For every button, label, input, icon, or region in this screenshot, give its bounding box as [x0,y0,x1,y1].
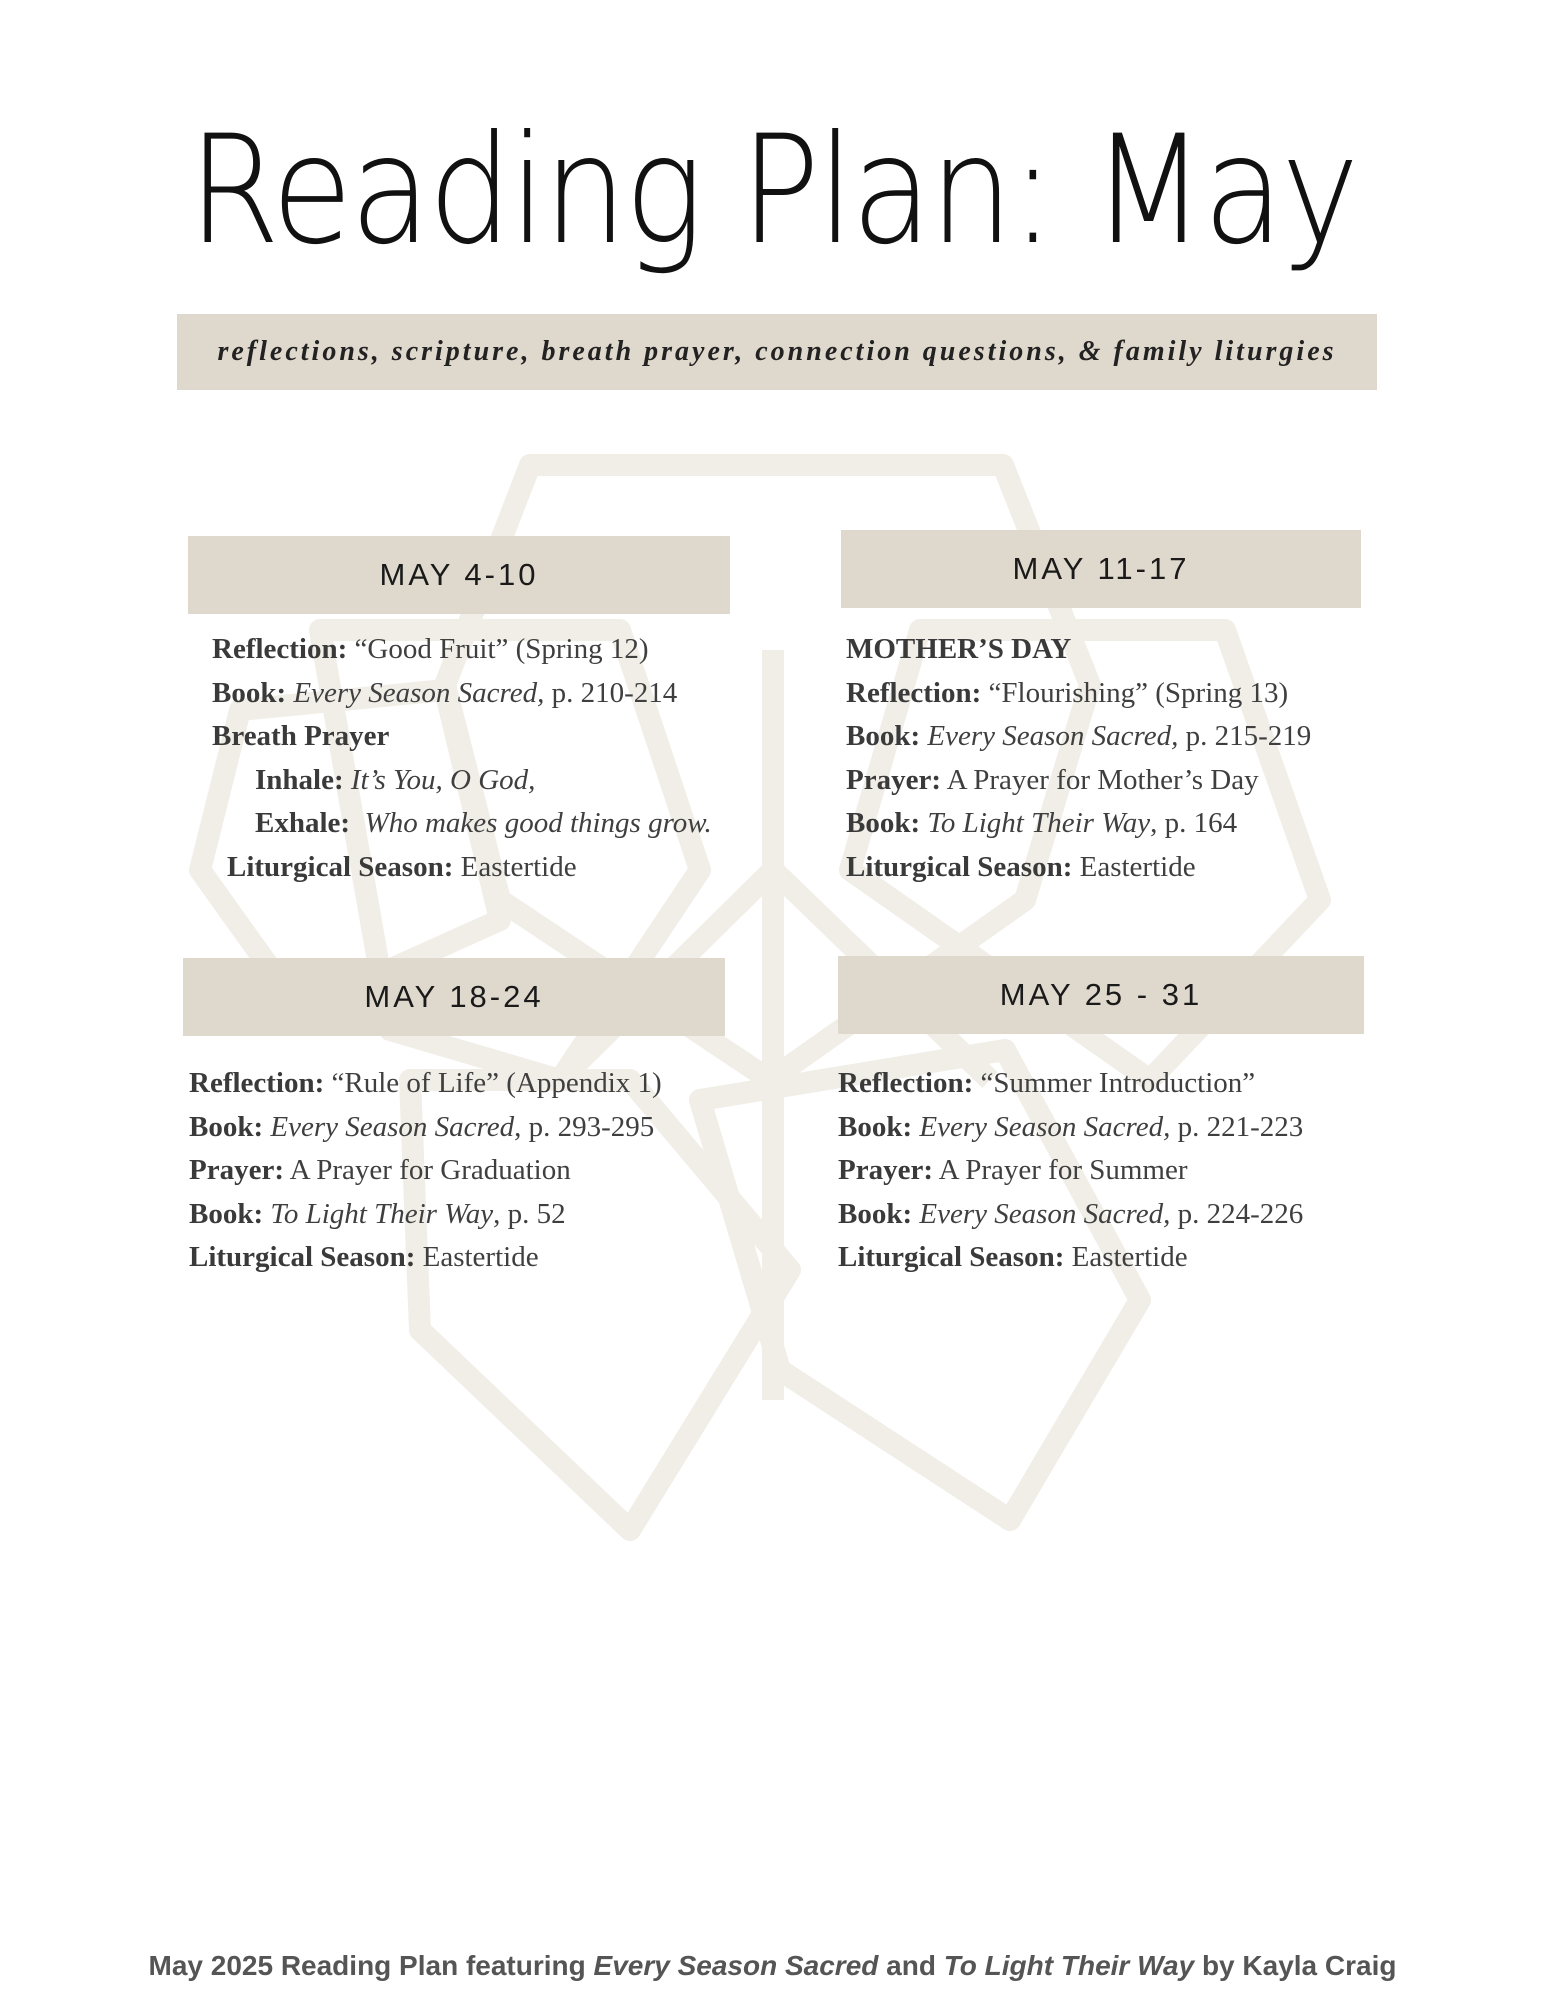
book-title: Every Season Sacred [270,1110,515,1143]
footer-prefix: May 2025 Reading Plan featuring [148,1950,594,1981]
inhale-label: Inhale: [255,763,344,796]
book2-label: Book: [189,1197,264,1230]
book-line [212,672,712,716]
season-value: Eastertide [422,1241,539,1273]
book2-label: Book: [846,807,921,839]
prayer-value: A Prayer for Mother’s Day [946,763,1259,796]
book-pages: , p. 293-295 [514,1110,655,1143]
prayer-label: Prayer: [838,1154,933,1186]
page-title: Reading Plan: May [188,104,1357,278]
breath-prayer-heading: Breath Prayer [212,720,390,752]
reflection-value: “Flourishing” (Spring 13) [988,676,1289,709]
season-line [846,846,1311,890]
prayer-line [838,1149,1303,1193]
book-label: Book: [846,720,921,752]
prayer-line [189,1149,662,1193]
book-title: Every Season Sacred, [927,720,1179,752]
book-pages: p. 221-223 [1170,1110,1304,1143]
footer-suffix: by Kayla Craig [1194,1950,1397,1981]
week-header-label: MAY 25 - 31 [999,977,1203,1012]
week-header-may-18-24 [183,958,725,1036]
book-pages: p. 215-219 [1178,720,1312,752]
inhale-text: It’s You, O God, [350,763,536,796]
prayer-label: Prayer: [846,763,941,796]
season-line [189,1236,662,1280]
book2-title: Every Season Sacred, [919,1197,1171,1230]
subtitle-banner [177,314,1377,390]
book-line [838,1106,1303,1150]
book2-line [838,1193,1303,1237]
reflection-line [189,1062,662,1106]
special-day-label: MOTHER’S DAY [846,633,1072,665]
season-value: Eastertide [1071,1241,1188,1273]
week-header-label: MAY 4-10 [379,557,539,592]
week-details-may-18-24 [189,1062,662,1280]
season-value: Eastertide [1079,850,1196,883]
footer-book2: To Light Their Way [943,1950,1195,1981]
exhale-label: Exhale: [255,807,351,839]
book2-line [846,802,1311,846]
book2-title: To Light Their Way [270,1197,494,1230]
prayer-label: Prayer: [189,1154,284,1186]
week-details-may-4-10 [212,628,712,889]
book-title: Every Season Sacred, [293,676,545,709]
season-line [838,1236,1303,1280]
reflection-line [846,672,1311,716]
season-line [212,846,712,890]
book-label: Book: [838,1110,913,1143]
page-footer [0,1950,1545,1982]
footer-book1: Every Season Sacred [593,1950,879,1981]
week-header-may-25-31 [838,956,1364,1034]
book2-line [189,1193,662,1237]
season-label: Liturgical Season: [189,1241,416,1273]
reflection-value: “Summer Introduction” [980,1067,1256,1099]
inhale-line [212,759,712,803]
prayer-line [846,759,1311,803]
week-header-label: MAY 18-24 [364,979,544,1014]
reflection-line [212,628,712,672]
book-label: Book: [212,676,287,709]
book2-label: Book: [838,1197,913,1230]
book2-pages: p. 224-226 [1170,1197,1304,1230]
book2-pages: , p. 164 [1150,807,1238,839]
reflection-line [838,1062,1303,1106]
prayer-value: A Prayer for Graduation [289,1154,571,1186]
book2-title: To Light Their Way [927,807,1151,839]
week-header-may-4-10 [188,536,730,614]
week-details-may-11-17 [846,628,1311,889]
prayer-value: A Prayer for Summer [938,1154,1188,1186]
week-header-may-11-17 [841,530,1361,608]
reflection-label: Reflection: [838,1067,974,1099]
reflection-value: “Good Fruit” (Spring 12) [354,633,649,665]
book-line [846,715,1311,759]
season-value: Eastertide [460,850,577,883]
footer-and: and [878,1950,944,1981]
season-label: Liturgical Season: [227,850,454,883]
book-label: Book: [189,1110,264,1143]
book-line [189,1106,662,1150]
reflection-label: Reflection: [212,633,348,665]
reflection-label: Reflection: [846,676,982,709]
reflection-value: “Rule of Life” (Appendix 1) [331,1067,662,1099]
week-details-may-25-31 [838,1062,1303,1280]
season-label: Liturgical Season: [838,1241,1065,1273]
book-title: Every Season Sacred, [919,1110,1171,1143]
book2-pages: , p. 52 [493,1197,566,1230]
exhale-line [212,802,712,846]
week-header-label: MAY 11-17 [1012,551,1190,586]
season-label: Liturgical Season: [846,850,1073,883]
book-pages: p. 210-214 [544,676,678,709]
reflection-label: Reflection: [189,1067,325,1099]
exhale-text: Who makes good things grow. [364,807,712,839]
subtitle: reflections, scripture, breath prayer, connection questions, & family liturgies [217,336,1337,367]
